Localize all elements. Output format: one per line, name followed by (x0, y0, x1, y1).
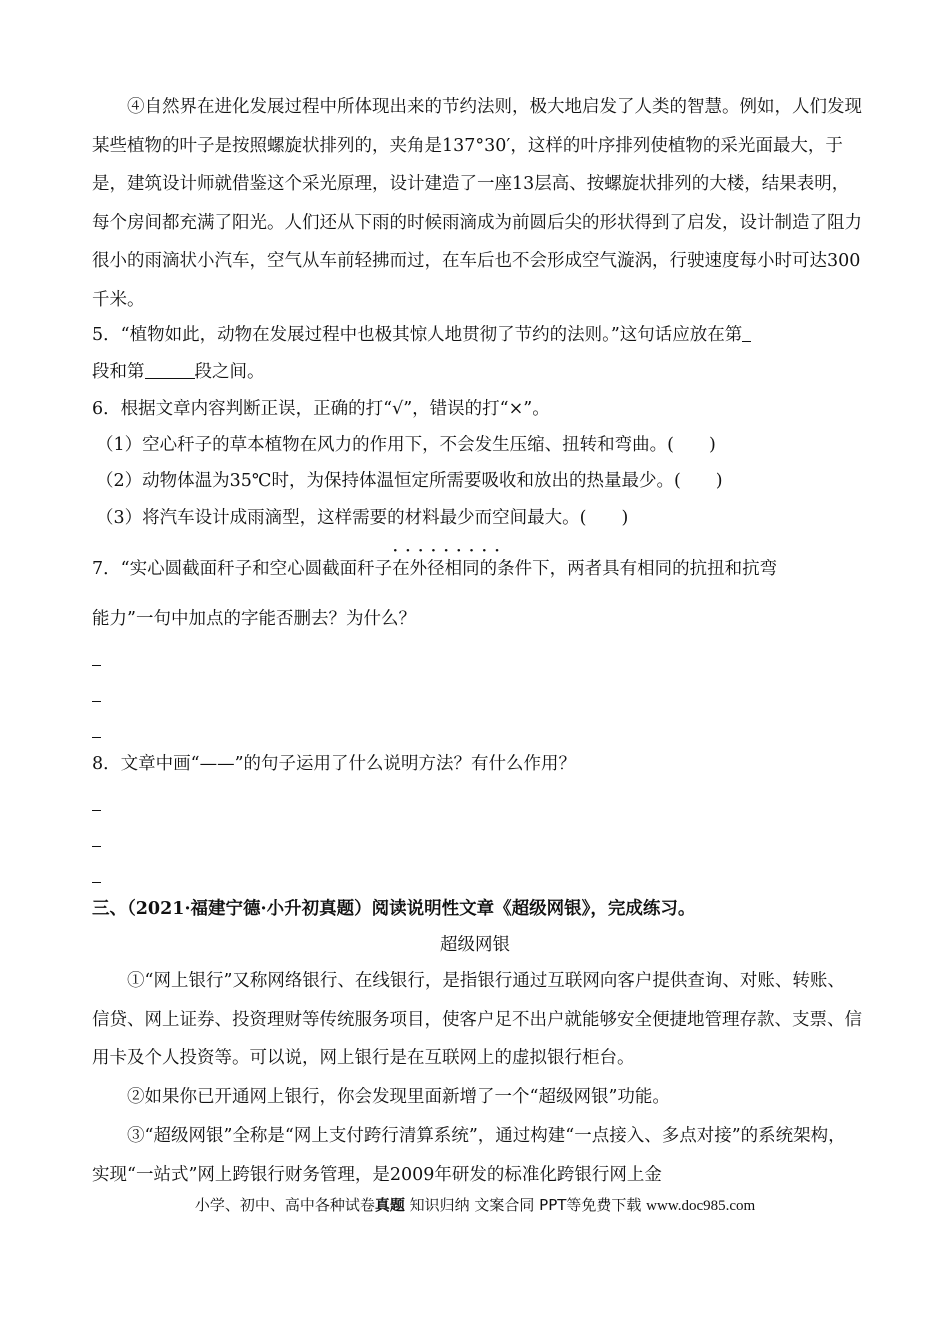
answer-line-7a[interactable] (92, 665, 101, 666)
emphasized-phrase (392, 538, 550, 579)
question-6-item-1: （1）空心秆子的草本植物在风力的作用下，不会发生压缩、扭转和弯曲。( ) (96, 435, 716, 455)
question-8-stem: 8．文章中画“——”的句子运用了什么说明方法？有什么作用？ (92, 754, 577, 774)
section-3-heading: 三、（2021·福建宁德·小升初真题）阅读说明性文章《超级网银》，完成练习。 (92, 899, 696, 919)
article-paragraph-3: ③“超级网银”全称是“网上支付跨行清算系统”，通过构建“一点接入、多点对接”的系统架构，实现“一站式”网上跨银行财务管理，是2009年研发的标准化跨银行网上金 (92, 1126, 846, 1185)
answer-blank-1[interactable] (742, 323, 751, 342)
question-7-line-2: 能力”一句中加点的字能否删去？为什么？ (92, 609, 416, 629)
question-5-text-3: 段之间。 (194, 362, 265, 382)
question-6-stem: 6．根据文章内容判断正误，正确的打“√”，错误的打“×”。 (92, 399, 550, 419)
emphasis-dots: · · · · · · · · · (392, 538, 501, 562)
question-7-line-1 (92, 538, 872, 581)
question-7-text-before: 7．“实心圆截面秆子和空心圆截面秆子 (92, 559, 393, 579)
footer-text-1: 小学、初中、高中各种试卷 (194, 1196, 375, 1214)
question-6-item-3: （3）将汽车设计成雨滴型，这样需要的材料最少而空间最大。( ) (96, 508, 629, 528)
answer-line-8c[interactable] (92, 882, 101, 883)
page-footer (0, 1194, 950, 1217)
answer-line-7b[interactable] (92, 701, 101, 702)
answer-blank-2[interactable] (145, 360, 195, 379)
question-5-line-2 (92, 360, 872, 384)
article-title: 超级网银 (440, 935, 510, 955)
answer-line-8a[interactable] (92, 810, 101, 811)
footer-text-2: 知识归纳 文案合同 PPT等免费下载 (404, 1196, 647, 1214)
emphasized-text: 在外径相同的条件下 (392, 559, 550, 579)
article-paragraph-1: ①“网上银行”又称网络银行、在线银行，是指银行通过互联网向客户提供查询、对账、转账、信贷、网上证券、投资理财等传统服务项目，使客户足不出户就能够安全便捷地管理存款、支票、信用卡及个人投资等。可以说，网上银行是在互联网上的虚拟银行柜台。 (92, 971, 862, 1068)
question-6-item-2: （2）动物体温为35℃时，为保持体温恒定所需要吸收和放出的热量最少。( ) (96, 471, 723, 491)
question-5-text-2: 段和第 (92, 362, 145, 382)
answer-line-8b[interactable] (92, 846, 101, 847)
question-5-text: 5．“植物如此，动物在发展过程中也极其惊人地贯彻了节约的法则。”这句话应放在第 (92, 325, 743, 345)
footer-url-link[interactable]: www.doc985.com (646, 1198, 756, 1214)
question-5-line-1 (92, 323, 872, 347)
passage-paragraph-4: ④自然界在进化发展过程中所体现出来的节约法则，极大地启发了人类的智慧。例如，人们发现某些植物的叶子是按照螺旋状排列的，夹角是137°30′，这样的叶序排列使植物的采光面最大，于是，建筑设计师就借鉴这个采光原理，设计建造了一座13层高、按螺旋状排列的大楼，结果表明，每个房间都充满了阳光。人们还从下雨的时候雨滴成为前圆后尖的形状得到了启发，设计制造了阻力很小的雨滴状小汽车，空气从车前轻拂而过，在车后也不会形成空气漩涡，行驶速度每小时可达300千米。 (92, 97, 862, 310)
footer-text-bold: 真题 (374, 1196, 405, 1214)
answer-line-7c[interactable] (92, 737, 101, 738)
article-paragraph-2: ②如果你已开通网上银行，你会发现里面新增了一个“超级网银”功能。 (127, 1087, 670, 1107)
question-7-text-after: ，两者具有相同的抗扭和抗弯 (549, 559, 778, 579)
